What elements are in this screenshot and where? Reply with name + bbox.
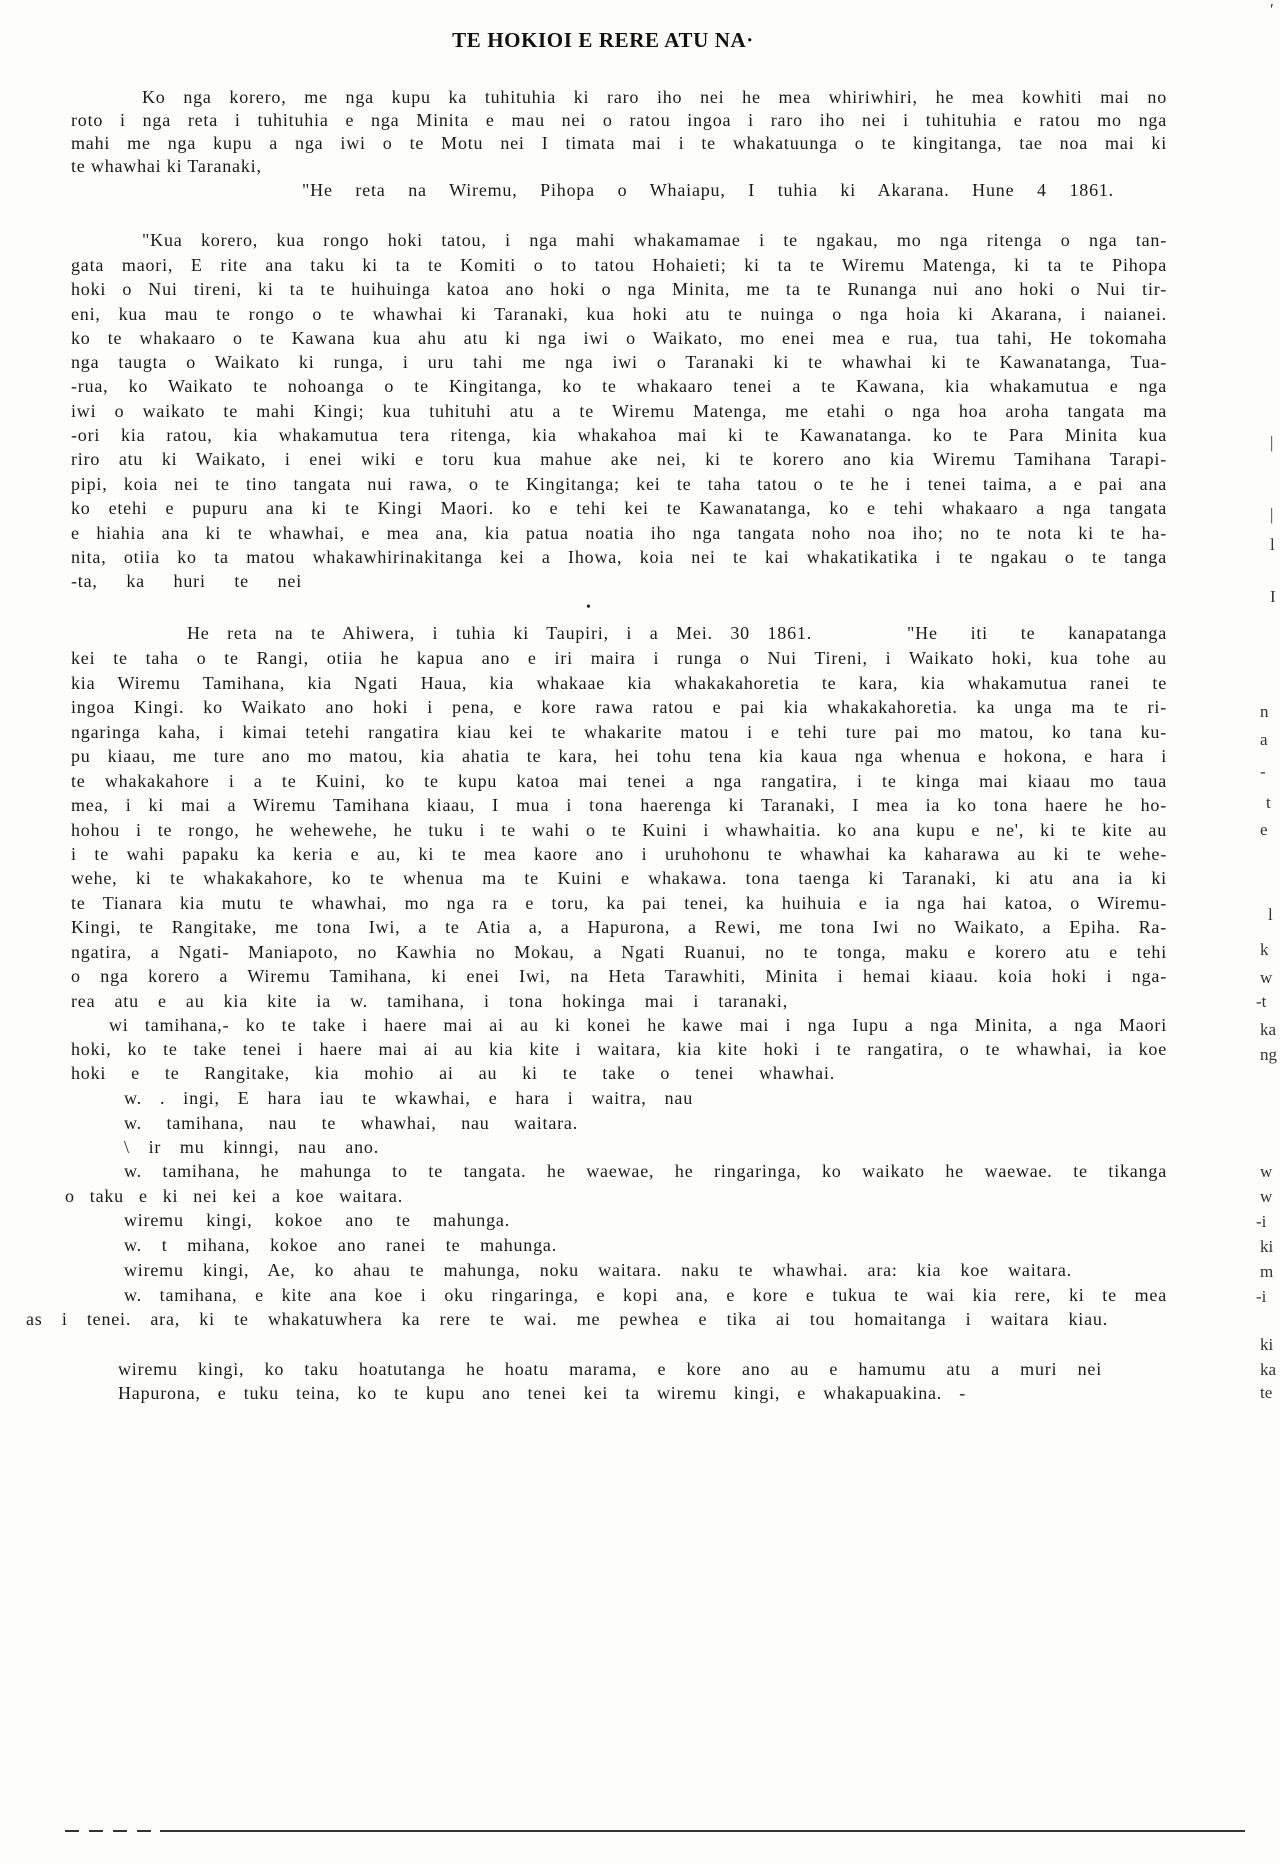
letter-opening: "He iti te kanapatanga xyxy=(907,623,1167,643)
letter-line: "Kua korero, kua rongo hoki tatou, i nga mahi whakamamae i te ngakau, mo nga ritenga o nga tan- xyxy=(142,230,1167,250)
edge-fragment: w xyxy=(1260,1187,1273,1206)
letter-line: Kingi, te Rangitake, me tona Iwi, a te Atia a, a Hapurona, a Rewi, me tona Iwi no Waikato, a Epiha. Ra- xyxy=(71,917,1167,937)
letter-line: gata maori, E rite ana taku ki ta te Komiti o to tatou Hohaieti; ki ta te Wiremu Matenga, ki ta te Pihopa xyxy=(71,255,1167,275)
dialogue-line: o taku e ki nei kei a koe waitara. xyxy=(65,1186,403,1206)
dialogue-line: as i tenei. ara, ki te whakatuwhera ka rere te wai. me pewhea e tika ai tou homaitanga i waitara kiau. xyxy=(26,1309,1108,1329)
letter-line: o nga korero a Wiremu Tamihana, ki enei Iwi, na Heta Tarawhiti, Minita i hemai kiaau. koia hoki i nga- xyxy=(71,966,1167,986)
letter-line: pu kiaau, me ture ano mo matou, kia ahatia te kara, hei tohu tena kia kaua nga whenua e hokona, e hara i xyxy=(71,746,1167,766)
letter-line: hohou i te rongo, he wehewehe, he tuku i te wahi o te Kuini i whawhaitia. ko ana kupu e ne', ki te kite au xyxy=(71,820,1167,840)
letter-line: ngatira, a Ngati- Maniapoto, no Kawhia no Mokau, a Ngati Ruanui, no te tonga, maku e korero atu e tehi xyxy=(71,942,1167,962)
letter-line: nita, otiia ko ta matou whakawhirinakitanga kei a Ihowa, koia nei te kai whakatikatika i te ngakau o te tanga xyxy=(71,547,1167,567)
letter-line: te whakakahore i a te Kuini, ko te kupu katoa mai tenei a nga rangatira, i te kinga mai kiaau mo taua xyxy=(71,771,1167,791)
edge-fragment: a xyxy=(1260,730,1268,749)
address-line: wi tamihana,- ko te take i haere mai ai au ki konei he kawe mai i nga Iupu a nga Minita, a nga Maori xyxy=(109,1015,1167,1035)
address-line: hoki, ko te take tenei i haere mai ai au kia kite i waitara, kia kite hoki i te rangatira, o te whawhai, ia koe xyxy=(71,1039,1167,1059)
intro-line: Ko nga korero, me nga kupu ka tuhituhia ki raro iho nei he mea whiriwhiri, he mea kowhiti mai no xyxy=(142,87,1167,107)
dialogue-line: w. tamihana, he mahunga to te tangata. he waewae, he ringaringa, ko waikato he waewae. te tikanga xyxy=(124,1161,1167,1181)
edge-fragment: ki xyxy=(1260,1335,1274,1354)
edge-fragment: ′ xyxy=(1270,0,1274,19)
edge-fragment: t xyxy=(1266,793,1271,812)
letter-line: hoki o Nui tireni, ki ta te huihuinga katoa ano hoki o nga Minita, me ta te Runanga nui ano hoki o Nui tir- xyxy=(71,279,1167,299)
edge-fragment: ng xyxy=(1260,1045,1277,1064)
edge-fragment: e xyxy=(1260,820,1268,839)
letter-line: ingoa Kingi. ko Waikato ano hoki i pena, e kore rawa ratou e pai kia whakakahoretia. ka unga ma te ri- xyxy=(71,697,1167,717)
letter-line: mea, i ki mai a Wiremu Tamihana kiaau, I mua i tona haerenga ki Taranaki, I mea ia ko tona haere he ho- xyxy=(71,795,1167,815)
dialogue-line: \ ir mu kinngi, nau ano. xyxy=(124,1137,379,1157)
edge-fragment: ki xyxy=(1260,1237,1274,1256)
letter-line: -ori kia ratou, kia whakamutua tera ritenga, kia whakahoa mai ki te Kawanatanga. ko te Para Minita kua xyxy=(71,425,1167,445)
masthead-title: TE HOKIOI E RERE ATU NA· xyxy=(452,28,754,52)
edge-fragment: - xyxy=(1260,762,1266,781)
intro-line: roto i nga reta i tuhituhia e nga Minita e mau nei o ratou ingoa i raro iho nei i tuhituhia e ratou mo nga xyxy=(71,110,1167,130)
edge-fragment: w xyxy=(1260,968,1273,987)
dialogue-line: wiremu kingi, Ae, ko ahau te mahunga, noku waitara. naku te whawhai. ara: kia koe waitara. xyxy=(124,1260,1072,1280)
edge-fragment: l xyxy=(1270,535,1275,554)
edge-fragment: ka xyxy=(1260,1020,1277,1039)
edge-fragment: w xyxy=(1260,1162,1273,1181)
closing-line: wiremu kingi, ko taku hoatutanga he hoatu marama, e kore ano au e hamumu atu a muri nei xyxy=(118,1359,1102,1379)
edge-fragment: k xyxy=(1260,940,1269,959)
dialogue-line: wiremu kingi, kokoe ano te mahunga. xyxy=(124,1210,510,1230)
address-line: hoki e te Rangitake, kia mohio ai au ki te take o tenei whawhai. xyxy=(71,1063,835,1083)
edge-fragment: l xyxy=(1268,905,1273,924)
letter-line: e hiahia ana ki te whawhai, e mea ana, kia patua noatia iho nga tangata noho noa iho; no te nota ki te ha- xyxy=(71,523,1167,543)
edge-fragment: te xyxy=(1260,1383,1273,1402)
letter-line: ko te whakaaro o te Kawana kua ahu atu ki nga iwi o Waikato, mo enei mea e rua, tua tahi, He tokomaha xyxy=(71,328,1167,348)
letter-line: -rua, ko Waikato te nohoanga o te Kingitanga, ko te whakaaro tenei a te Kawana, kia whakamutua e nga xyxy=(71,376,1167,396)
edge-fragment: | xyxy=(1270,505,1274,524)
section-separator-dot: • xyxy=(586,600,591,615)
letter-line: -ta, ka huri te nei xyxy=(71,571,302,591)
letter-line: iwi o waikato te mahi Kingi; kua tuhituhi atu a te Wiremu Matenga, me etahi o nga hoa aroha tangata ma xyxy=(71,401,1167,421)
letter-dateline: "He reta na Wiremu, Pihopa o Whaiapu, I tuhia ki Akarana. Hune 4 1861. xyxy=(302,180,1114,200)
letter-line: ngaringa kaha, i kimai tetehi rangatira kiau kei te whakarite matou i e tehi ture pai mo matou, ko tana ku- xyxy=(71,722,1167,742)
dialogue-line: w. . ingi, E hara iau te wkawhai, e hara i waitra, nau xyxy=(124,1088,693,1108)
dialogue-line: w. tamihana, nau te whawhai, nau waitara. xyxy=(124,1113,578,1133)
letter-line: nga taugta o Waikato ki runga, i uru tahi me nga iwi o Taranaki ki te whawhai ki te Kawanatanga, Tua- xyxy=(71,352,1167,372)
letter-line: rea atu e au kia kite ia w. tamihana, i tona hokinga mai i taranaki, xyxy=(71,991,788,1011)
dialogue-line: w. tamihana, e kite ana koe i oku ringaringa, e kopi ana, e kore e tukua te wai kia rere, ki te mea xyxy=(124,1285,1167,1305)
edge-fragment: -t xyxy=(1256,992,1267,1011)
edge-fragment: n xyxy=(1260,702,1269,721)
dialogue-line: w. t mihana, kokoe ano ranei te mahunga. xyxy=(124,1235,557,1255)
letter-heading: He reta na te Ahiwera, i tuhia ki Taupiri, i a Mei. 30 1861. xyxy=(187,623,812,643)
edge-fragment: | xyxy=(1270,433,1274,452)
letter-line: riro atu ki Waikato, i enei wiki e toru kua mahue ake nei, ki te korero ano kia Wiremu Tamihana Tarapi- xyxy=(71,449,1167,469)
edge-fragment: -i xyxy=(1256,1212,1267,1231)
intro-line: mahi me nga kupu a nga iwi o te Motu nei I timata mai i te whakatuunga o te kingitanga, tae noa mai ki xyxy=(71,133,1167,153)
letter-line: i te wahi papaku ka keria e au, ki te mea kaore ano i uruhohonu te whawhai ka kaharawa au ki te wehe- xyxy=(71,844,1167,864)
edge-fragment: ka xyxy=(1260,1360,1277,1379)
letter-line: kia Wiremu Tamihana, kia Ngati Haua, kia whakaae kia whakakahoretia te kara, kia whakamutua ranei te xyxy=(71,673,1167,693)
edge-fragment: -i xyxy=(1256,1287,1267,1306)
letter-line: pipi, koia nei te tino tangata nui rawa, o te Kingitanga; kei te taha tatou o te he i tenei taima, a e pai ana xyxy=(71,474,1167,494)
letter-line: te Tianara kia mutu te whawhai, mo nga ra e toru, ka pai tenei, ka huihuia e ia nga hai katoa, o Wiremu- xyxy=(71,893,1167,913)
edge-fragment: I xyxy=(1270,587,1276,606)
letter-line: ko etehi e pupuru ana ki te Kingi Maori. ko e tehi kei te Kawanatanga, ko e tehi whakaaro a nga tangata xyxy=(71,498,1167,518)
footer-rule xyxy=(160,1830,1245,1832)
letter-line: kei te taha o te Rangi, otiia he kapua ano e iri maira i runga o Nui Tireni, i Waikato hoki, kua tohe au xyxy=(71,648,1167,668)
letter-line: eni, kua mau te rongo o te whawhai ki Taranaki, kua hoki atu te nuinga o nga hoia ki Akarana, i naianei. xyxy=(71,304,1167,324)
letter-line: wehe, ki te whakakahore, ko te whenua ma te Kuini e whakawa. tona taenga ki Taranaki, ki atu ana ia ki xyxy=(71,868,1167,888)
edge-fragment: m xyxy=(1260,1262,1274,1281)
closing-line: Hapurona, e tuku teina, ko te kupu ano tenei kei ta wiremu kingi, e whakapuakina. - xyxy=(118,1383,966,1403)
footer-rule-dashed xyxy=(65,1830,155,1832)
intro-line: te whawhai ki Taranaki, xyxy=(71,156,262,176)
